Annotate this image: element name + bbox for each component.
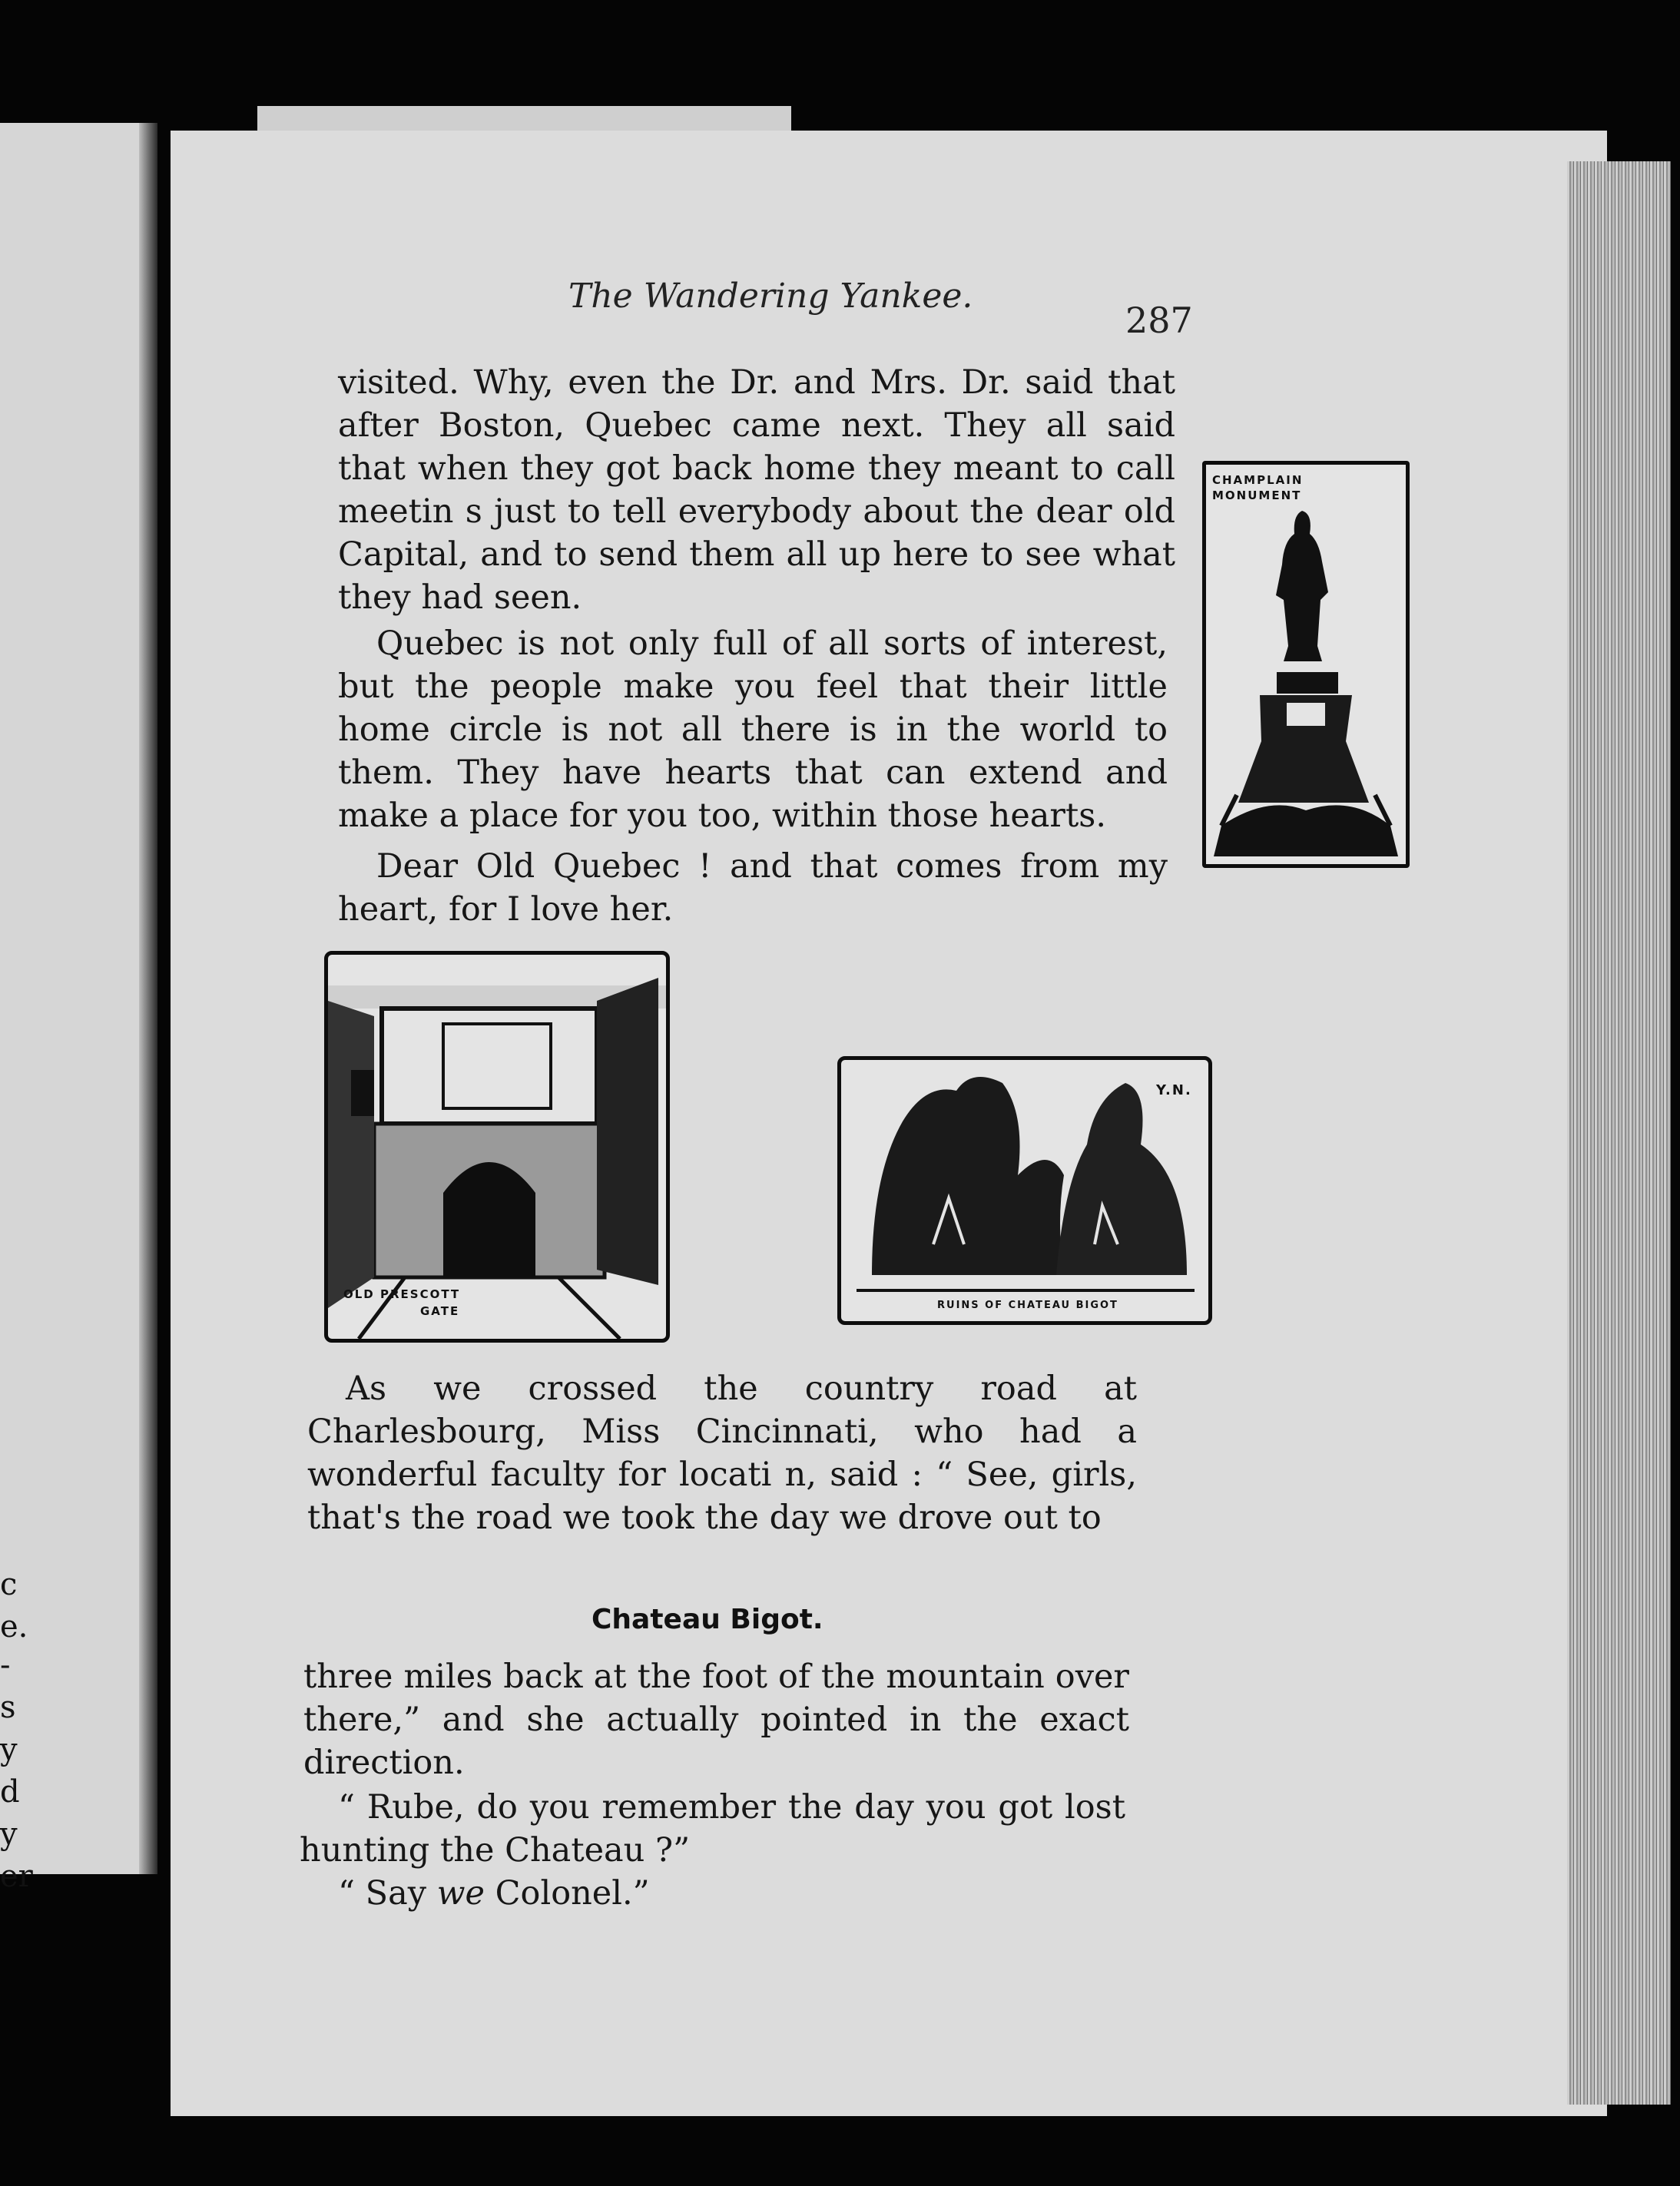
champlain-monument-illustration xyxy=(1202,461,1410,868)
dialog-close: Colonel.” xyxy=(484,1874,650,1913)
ruins-caption: RUINS OF CHATEAU BIGOT xyxy=(937,1300,1118,1311)
running-head: The Wandering Yankee. xyxy=(568,277,973,316)
left-page-fragment: y xyxy=(0,1732,18,1767)
monument-caption-line2: MONUMENT xyxy=(1212,489,1302,502)
chateau-bigot-ruins-illustration xyxy=(837,1056,1212,1325)
left-page-fragment: er xyxy=(0,1859,33,1894)
paragraph-6: “ Rube, do you remember the day you got lost hunting the Chateau ?” xyxy=(300,1788,1125,1870)
dialog-emphasis: we xyxy=(436,1874,485,1913)
paragraph-3: Dear Old Quebec ! and that comes from my heart, for I love her. xyxy=(338,847,1168,929)
monument-caption-line1: CHAMPLAIN xyxy=(1212,473,1304,487)
gate-caption-line2: GATE xyxy=(420,1304,460,1318)
ruins-artist-signature: Y.N. xyxy=(1156,1082,1192,1098)
paragraph-2: Quebec is not only full of all sorts of interest, but the people make you feel that their little home circle is not all there is in the world to them. They have hearts that can extend and make a place for you too, within those hearts. xyxy=(338,624,1168,835)
dialog-open: “ Say xyxy=(338,1874,437,1913)
page-stack-edge xyxy=(1567,161,1671,2105)
page-number: 287 xyxy=(1125,300,1193,341)
left-page-fragment: - xyxy=(0,1648,11,1683)
left-page-fragment: s xyxy=(0,1690,16,1725)
gate-caption-line1: OLD PRESCOTT xyxy=(343,1287,461,1301)
page-top-strip xyxy=(257,106,791,132)
dialog-last-line xyxy=(338,1874,650,1913)
left-page-fragment: c xyxy=(0,1567,18,1602)
left-page-fragment: d xyxy=(0,1774,20,1810)
left-page-edge xyxy=(0,123,157,1894)
book-gutter xyxy=(139,123,157,1874)
paragraph-4: As we crossed the country road at Charlesbourg, Miss Cincinnati, who had a wonderful faculty for locati n, said : “ See, girls, that's the road we took the day we drove out to xyxy=(307,1370,1137,1537)
left-page-fragment: y xyxy=(0,1817,18,1852)
left-page-fragment: e. xyxy=(0,1609,28,1644)
subheading-chateau-bigot: Chateau Bigot. xyxy=(591,1604,823,1635)
old-prescott-gate-illustration xyxy=(324,951,670,1343)
paragraph-5: three miles back at the foot of the mountain over there,” and she actually pointed in the exact direction. xyxy=(303,1658,1129,1782)
paragraph-1: visited. Why, even the Dr. and Mrs. Dr. said that after Boston, Quebec came next. They all said that when they got back home they meant to call meetin s just to tell everybody about the dear old Capital, and to send them all up here to see what they had seen. xyxy=(338,363,1175,617)
